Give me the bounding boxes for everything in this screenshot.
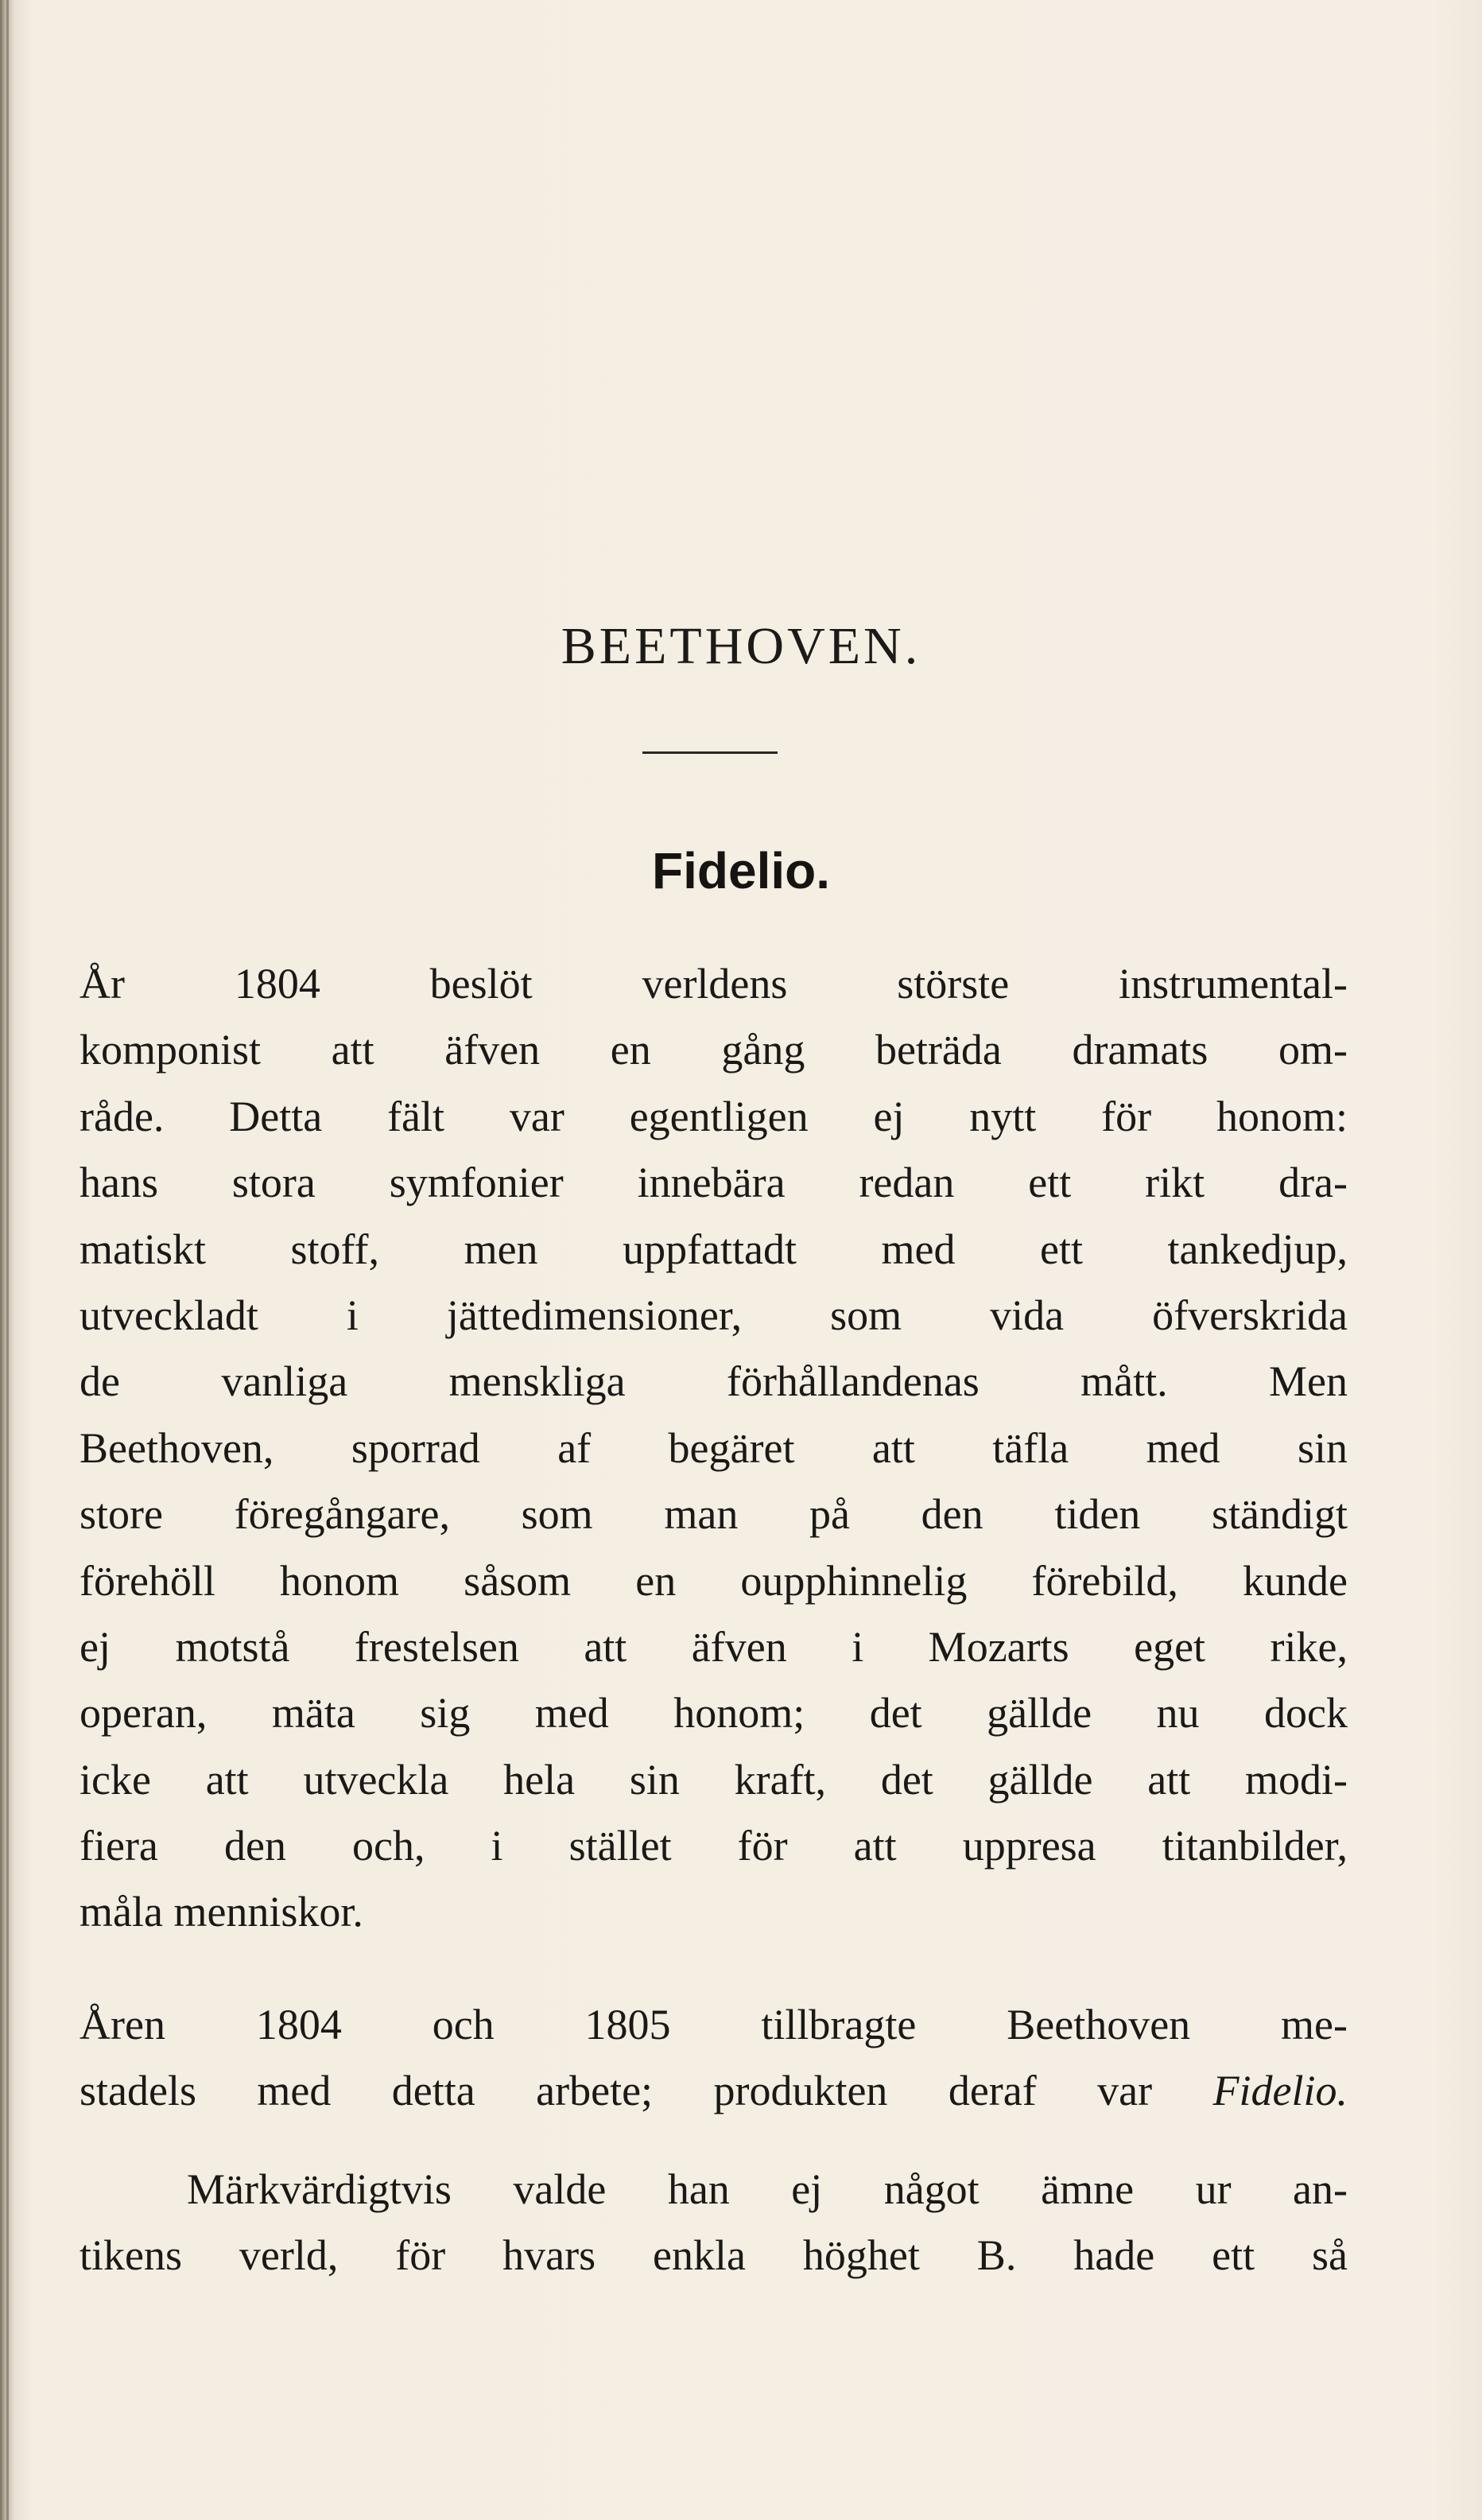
text-line: råde. Detta fält var egentligen ej nytt för honom: [80,1092,1348,1140]
text-line: stadels med detta arbete; produkten deraf var [80,2067,1153,2115]
text-line: tikens verld, för hvars enkla höghet B. hade ett så [80,2231,1348,2280]
text-line: komponist att äfven en gång beträda dramats om- [80,1026,1348,1074]
text-line: måla menniskor. [80,1888,363,1936]
text-line: icke att utveckla hela sin kraft, det gällde att modi- [80,1755,1348,1804]
text-line: Åren 1804 och 1805 tillbragte Beethoven me- [80,2001,1348,2048]
title-rule [642,751,778,754]
text-line: hans stora symfonier innebära redan ett rikt dra- [80,1159,1348,1207]
text-line: Beethoven, sporrad af begäret att täfla med sin [80,1423,1348,1472]
text-line: operan, mäta sig med honom; det gällde nu dock [80,1689,1348,1738]
paragraph-2 [80,1992,1348,2125]
text-line: utveckladt i jättedimensioner, som vida öfverskrida [80,1291,1348,1339]
text-line: de vanliga menskliga förhållandenas mått. Men [80,1357,1348,1406]
text-line: fiera den och, i stället för att uppresa titanbilder, [80,1822,1348,1870]
text-line: matiskt stoff, men uppfattadt med ett tankedjup, [80,1225,1348,1273]
text-line: store föregångare, som man på den tiden ständigt [80,1490,1348,1539]
text-line-with-title [80,2058,1348,2124]
running-title: BEETHOVEN. [561,617,921,675]
binding-edge [6,0,9,2520]
text-line: förehöll honom såsom en oupphinnelig förebild, kunde [80,1556,1348,1605]
paragraph-3 [80,2157,1348,2289]
paragraph-1 [80,951,1348,1946]
opera-title: Fidelio. [1212,2067,1348,2115]
text-line: Märkvärdigtvis valde han ej något ämne ur an- [187,2165,1348,2213]
text-line: ej motstå frestelsen att äfven i Mozarts eget rike, [80,1622,1348,1671]
section-title: Fidelio. [652,842,830,899]
text-line: År 1804 beslöt verldens störste instrumental- [80,960,1348,1008]
